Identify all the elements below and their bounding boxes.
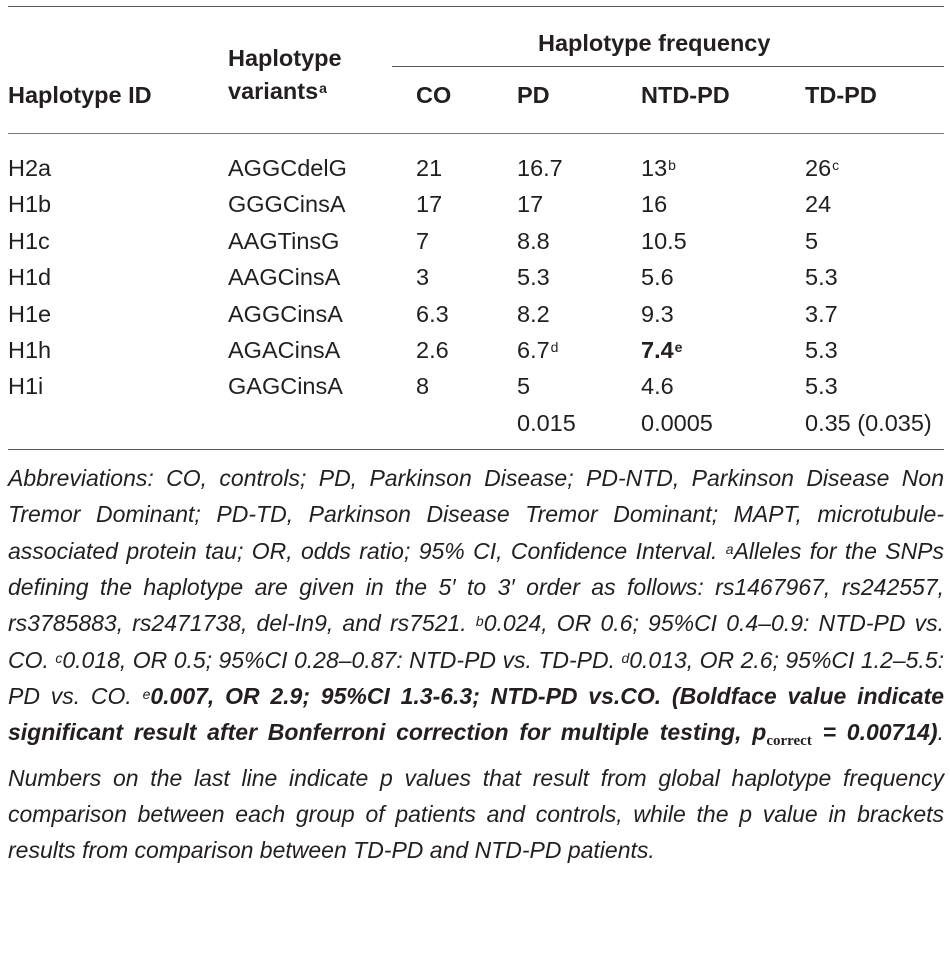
- footnote-b-text: 0.024, OR 0.6; 95%CI 0.4–0.9: NTD-PD vs. CO.: [8, 610, 944, 673]
- table-row: [8, 332, 944, 368]
- footnote-e-mark: e: [142, 685, 151, 702]
- cell-id: H1i: [8, 373, 44, 400]
- cell-id: H1d: [8, 264, 52, 291]
- cell-ntd-pd: 5.6: [641, 264, 674, 291]
- cell-td-pd: 5.3: [805, 264, 838, 291]
- header-variants-sup: a: [319, 80, 327, 96]
- table-row: [8, 259, 944, 295]
- cell-variant: AGACinsA: [228, 336, 341, 363]
- cell-td-pd-p-value: 0.35 (0.035): [805, 409, 932, 436]
- footnote-mark-e: e: [674, 338, 683, 355]
- footnote-e-subscript: correct: [766, 733, 812, 750]
- bottom-rule: [8, 449, 944, 450]
- cell-td-pd: 5: [805, 227, 819, 254]
- table-row-p-values: [8, 405, 944, 441]
- footnote-abbreviations: Abbreviations: CO, controls; PD, Parkinson Disease; PD-NTD, Parkinson Disease Non Tremor Dominant; PD-TD, Parkinson Disease Tremor Dominant; MAPT, microtubule-associated protein tau; OR, odds ratio; 95% CI, Confidence Interval.: [8, 465, 944, 564]
- header-frequency-group: Haplotype frequency: [538, 30, 771, 56]
- cell-variant: AGGCinsA: [228, 300, 343, 327]
- header-td-pd: TD-PD: [805, 82, 877, 108]
- haplotype-table: [8, 6, 944, 868]
- cell-ntd-pd: 4.6: [641, 373, 674, 400]
- header-co: CO: [416, 82, 452, 108]
- cell-pd: 8.8: [517, 227, 550, 254]
- cell-pd: 6.7$^d$: [517, 336, 559, 363]
- cell-td-pd: 5.3: [805, 373, 838, 400]
- header-pd: PD: [517, 82, 550, 108]
- table-row: [8, 223, 944, 259]
- table-body: [8, 134, 944, 449]
- cell-td-pd: 26$^c$: [805, 155, 840, 181]
- cell-ntd-pd: 10.5: [641, 227, 687, 254]
- cell-ntd-pd-significant: 7.4e: [641, 336, 683, 363]
- footnote-e-bold: 0.007, OR 2.9; 95%CI 1.3-6.3; NTD-PD vs.CO. (Boldface value indicate significant result after Bonferroni correction for multiple testing, $p_{correct} = 0.00714$): [8, 682, 945, 750]
- cell-co: 6.3: [416, 300, 449, 327]
- table-footnote: [8, 460, 944, 868]
- cell-ntd-pd: 9.3: [641, 300, 674, 327]
- footnote-mark-b: b: [668, 157, 676, 173]
- cell-variant: AAGTinsG: [228, 227, 340, 254]
- cell-id: H2a: [8, 155, 52, 181]
- cell-pd: 8.2: [517, 300, 550, 327]
- cell-ntd-pd: 13$^b$: [641, 155, 676, 181]
- header-variants-line1: Haplotype: [228, 45, 342, 71]
- cell-variant: GGGCinsA: [228, 191, 346, 218]
- cell-co: 8: [416, 373, 430, 400]
- cell-pd-p-value: 0.015: [517, 409, 576, 436]
- table-header: [8, 7, 944, 133]
- cell-co: 21: [416, 155, 443, 181]
- footnote-c-mark: c: [55, 649, 63, 666]
- footnote-a-mark: a: [725, 540, 734, 557]
- cell-variant: AGGCdelG: [228, 155, 347, 181]
- cell-id: H1h: [8, 336, 52, 363]
- footnote-tail: . Numbers on the last line indicate p values that result from global haplotype frequency comparison between each group of patients and controls, while the p value in brackets results from comparison between TD-PD and NTD-PD patients.: [8, 719, 944, 864]
- cell-variant: AAGCinsA: [228, 264, 341, 291]
- footnote-b-mark: b: [475, 613, 484, 630]
- cell-id: H1e: [8, 300, 52, 327]
- cell-pd: 5.3: [517, 264, 550, 291]
- cell-co: 2.6: [416, 336, 449, 363]
- cell-ntd-pd: 16: [641, 191, 668, 218]
- footnote-c-text: 0.018, OR 0.5; 95%CI 0.28–0.87: NTD-PD vs. TD-PD.: [62, 646, 615, 673]
- table-row: [8, 368, 944, 404]
- frequency-group-rule: [392, 66, 944, 67]
- cell-co: 17: [416, 191, 443, 218]
- cell-td-pd: 5.3: [805, 336, 838, 363]
- table-row: [8, 150, 944, 186]
- header-ntd-pd: NTD-PD: [641, 82, 730, 108]
- cell-pd: 5: [517, 373, 531, 400]
- cell-id: H1b: [8, 191, 52, 218]
- cell-ntd-pd-p-value: 0.0005: [641, 409, 713, 436]
- header-variants-line2: variants$^a$: [228, 78, 327, 104]
- table-row: [8, 186, 944, 222]
- footnote-d-text: 0.013, OR 2.6; 95%CI 1.2–5.5: PD vs. CO.: [8, 646, 945, 709]
- footnote-mark-d: d: [550, 338, 559, 355]
- cell-co: 7: [416, 227, 430, 254]
- footnote-a-text: Alleles for the SNPs defining the haplotype are given in the 5′ to 3′ order as follows: rs1467967, rs242557, rs3785883, rs2471738, del-In9, and rs7521.: [8, 537, 945, 637]
- cell-co: 3: [416, 264, 430, 291]
- cell-variant: GAGCinsA: [228, 373, 343, 400]
- cell-td-pd: 3.7: [805, 300, 838, 327]
- footnote-mark-c: c: [832, 157, 840, 173]
- header-haplotype-id: Haplotype ID: [8, 82, 152, 108]
- footnote-d-mark: d: [621, 649, 630, 666]
- table-row: [8, 296, 944, 332]
- cell-pd: 17: [517, 191, 544, 218]
- cell-td-pd: 24: [805, 191, 832, 218]
- cell-id: H1c: [8, 227, 50, 254]
- cell-pd: 16.7: [517, 155, 563, 181]
